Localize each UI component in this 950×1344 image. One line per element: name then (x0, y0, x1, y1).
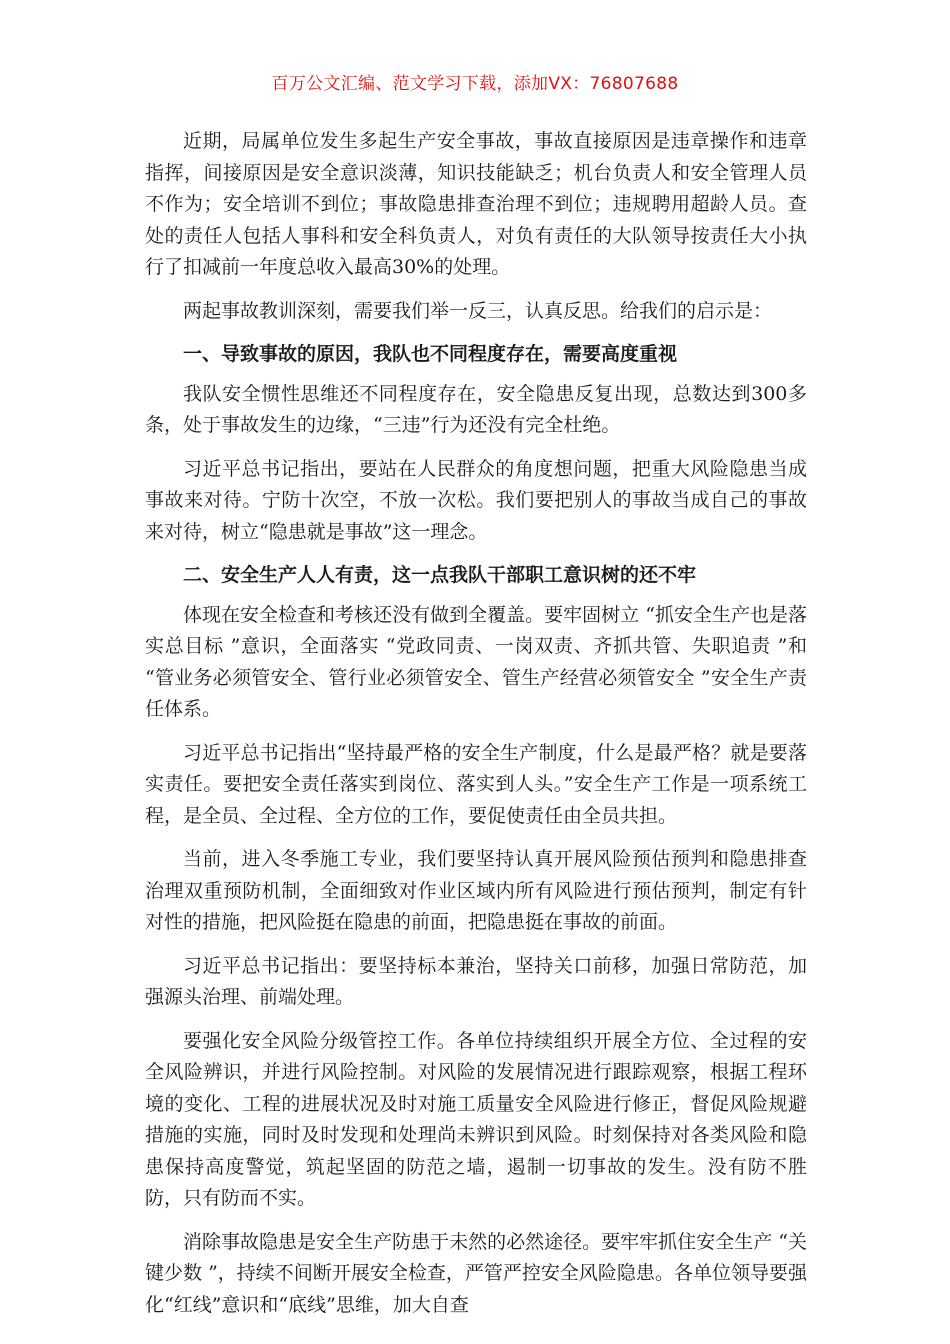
watermark-header: 百万公文汇编、范文学习下载，添加VX：76807688 (271, 74, 679, 94)
paragraph-4: 习近平总书记指出，要站在人民群众的角度想问题，把重大风险隐患当成事故来对待。宁防十次空，不放一次松。我们要把别人的事故当成自己的事故来对待，树立“隐患就是事故”这一理念。 (145, 457, 807, 543)
paragraph-2: 两起事故教训深刻，需要我们举一反三，认真反思。给我们的启示是： (183, 299, 773, 322)
paragraph-10: 消除事故隐患是安全生产防患于未然的必然途径。要牢牢抓住安全生产 “关键少数 ”，持续不间断开展安全检查，严管严控安全风险隐患。各单位领导要强化“红线”意识和“底线”思维，加大自查 (145, 1230, 807, 1316)
paragraph-3: 我队安全惯性思维还不同程度存在，安全隐患反复出现，总数达到300多条，处于事故发生的边缘，“三违”行为还没有完全杜绝。 (145, 382, 807, 436)
section-heading-2: 二、安全生产人人有责，这一点我队干部职工意识树的还不牢 (183, 564, 697, 586)
paragraph-7: 当前，进入冬季施工专业，我们要坚持认真开展风险预估预判和隐患排查治理双重预防机制，全面细致对作业区域内所有风险进行预估预判，制定有针对性的措施，把风险挺在隐患的前面，把隐患挺在事故的前面。 (145, 848, 807, 933)
paragraph-8: 习近平总书记指出：要坚持标本兼治，坚持关口前移，加强日常防范，加强源头治理、前端处理。 (145, 954, 807, 1008)
paragraph-9: 要强化安全风险分级管控工作。各单位持续组织开展全方位、全过程的安全风险辨识，并进行风险控制。对风险的发展情况进行跟踪观察，根据工程环境的变化、工程的进展状况及时对施工质量安全风险进行修正，督促风险规避措施的实施，同时及时发现和处理尚未辨识到风险。时刻保持对各类风险和隐患保持高度警觉，筑起坚固的防范之墙，遏制一切事故的发生。没有防不胜防，只有防而不实。 (145, 1029, 807, 1209)
paragraph-1: 近期，局属单位发生多起生产安全事故，事故直接原因是违章操作和违章指挥，间接原因是安全意识淡薄，知识技能缺乏；机台负责人和安全管理人员不作为；安全培训不到位；事故隐患排查治理不到位；违规聘用超龄人员。查处的责任人包括人事科和安全科负责人，对负有责任的大队领导按责任大小执行了扣减前一年度总收入最高30%的处理。 (145, 130, 807, 278)
document-body (145, 126, 807, 1333)
section-heading-1: 一、导致事故的原因，我队也不同程度存在，需要高度重视 (183, 343, 678, 365)
paragraph-5: 体现在安全检查和考核还没有做到全覆盖。要牢固树立 “抓安全生产也是落实总目标 ”意识，全面落实 “党政同责、一岗双责、齐抓共管、失职追责 ”和 “管业务必须管安全、管行业必须管安全、管生产经营必须管安全 ”安全生产责任体系。 (145, 603, 807, 720)
paragraph-6: 习近平总书记指出“坚持最严格的安全生产制度，什么是最严格？就是要落实责任。要把安全责任落实到岗位、落实到人头。”安全生产工作是一项系统工程，是全员、全过程、全方位的工作，要促使责任由全员共担。 (145, 741, 807, 827)
